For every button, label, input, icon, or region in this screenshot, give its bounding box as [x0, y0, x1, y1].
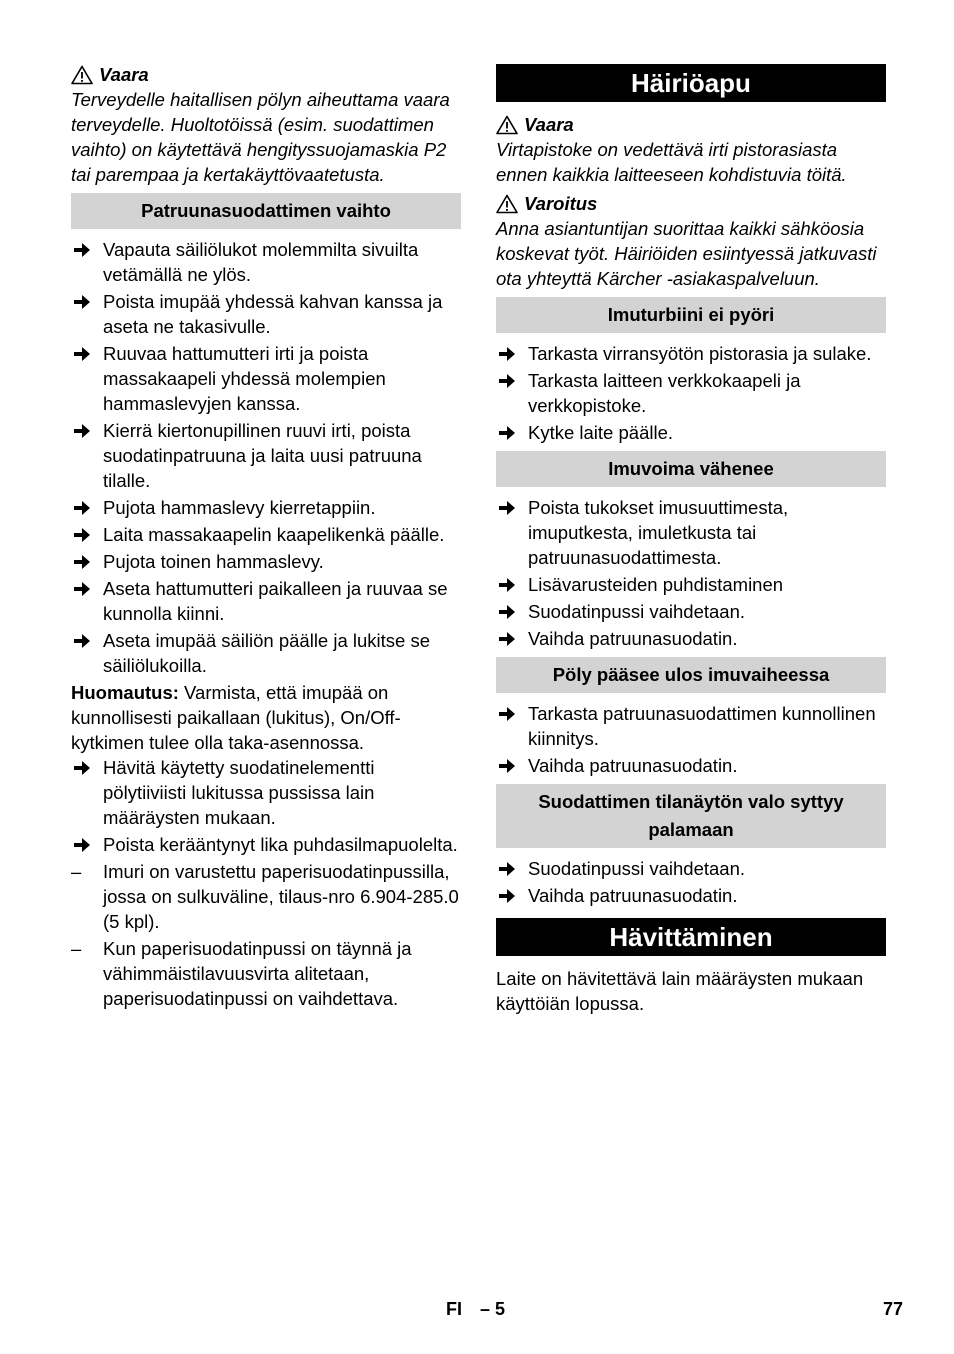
steps-list	[496, 701, 886, 778]
arrow-right-icon	[73, 346, 91, 362]
list-item: Suodatinpussi vaihdetaan.	[496, 856, 886, 881]
list-item: Vaihda patruunasuodatin.	[496, 626, 886, 651]
warning-triangle-icon	[496, 194, 518, 214]
list-item: Aseta hattumutteri paikalleen ja ruuvaa se kunnolla kiinni.	[71, 576, 461, 626]
list-item: Poista imupää yhdessä kahvan kanssa ja aseta ne takasivulle.	[71, 289, 461, 339]
section-title-dust-escapes: Pöly pääsee ulos imuvaiheessa	[496, 657, 886, 693]
section-title-cartridge-change: Patruunasuodattimen vaihto	[71, 193, 461, 229]
dash-bullet: –	[71, 938, 82, 959]
arrow-right-icon	[498, 888, 516, 904]
list-item: Aseta imupää säiliön päälle ja lukitse se säiliölukoilla.	[71, 628, 461, 678]
warning-triangle-icon	[71, 65, 93, 85]
danger-text: Virtapistoke on vedettävä irti pistorasiasta ennen kaikkia laitteeseen kohdistuvia töitä.	[496, 139, 847, 185]
footer-page-section: – 5	[480, 1299, 506, 1319]
list-item: Hävitä käytetty suodatinelementti pölytiiviisti lukitussa pussissa lain määräysten mukaan.	[71, 755, 461, 830]
page-number: 77	[883, 1299, 904, 1319]
warning-text: Terveydelle haitallisen pölyn aiheuttama vaara terveydelle. Huoltotöissä (esim. suodattimen vaihto) on käytettävä hengityssuojamaskia P2 tai parempaa ja kertakäyttövaatetusta.	[71, 89, 450, 185]
main-title-disposal: Hävittäminen	[496, 918, 886, 956]
list-item: Lisävarusteiden puhdistaminen	[496, 572, 886, 597]
arrow-right-icon	[498, 500, 516, 516]
caution-title: Varoitus	[524, 193, 598, 214]
arrow-right-icon	[73, 500, 91, 516]
arrow-right-icon	[498, 706, 516, 722]
warning-heading	[71, 62, 461, 87]
arrow-right-icon	[73, 760, 91, 776]
arrow-right-icon	[73, 423, 91, 439]
arrow-right-icon	[73, 554, 91, 570]
arrow-right-icon	[498, 346, 516, 362]
arrow-right-icon	[498, 604, 516, 620]
section-title-suction-power: Imuvoima vähenee	[496, 451, 886, 487]
danger-heading	[496, 112, 886, 137]
arrow-right-icon	[498, 861, 516, 877]
list-item: Tarkasta virransyötön pistorasia ja sulake.	[496, 341, 886, 366]
arrow-right-icon	[498, 577, 516, 593]
list-item: Pujota hammaslevy kierretappiin.	[71, 495, 461, 520]
arrow-right-icon	[73, 633, 91, 649]
steps-list	[496, 341, 886, 445]
danger-title: Vaara	[524, 114, 574, 135]
note-text: Varmista, että imupää on kunnollisesti paikallaan (lukitus), On/Off-kytkimen tulee olla taka-asennossa.	[71, 682, 401, 753]
list-item: Poista tukokset imusuuttimesta, imuputkesta, imuletkusta tai patruunasuodattimesta.	[496, 495, 886, 570]
left-column	[71, 60, 461, 1013]
list-item: Tarkasta laitteen verkkokaapeli ja verkkopistoke.	[496, 368, 886, 418]
caution-text: Anna asiantuntijan suorittaa kaikki sähköosia koskevat työt. Häiriöiden esiintyessä jatkuvasti ota yhteyttä Kärcher -asiakaspalveluun.	[496, 218, 877, 289]
arrow-right-icon	[73, 294, 91, 310]
arrow-right-icon	[498, 373, 516, 389]
arrow-right-icon	[73, 837, 91, 853]
list-item: Ruuvaa hattumutteri irti ja poista massakaapeli yhdessä molempien hammaslevyjen kanssa.	[71, 341, 461, 416]
main-title-troubleshooting: Häiriöapu	[496, 64, 886, 102]
steps-list	[496, 856, 886, 908]
list-item: Vaihda patruunasuodatin.	[496, 883, 886, 908]
steps-list	[496, 495, 886, 651]
arrow-right-icon	[73, 581, 91, 597]
list-item: Kierrä kiertonupillinen ruuvi irti, poista suodatinpatruuna ja laita uusi patruuna tilalle.	[71, 418, 461, 493]
steps-list	[71, 237, 461, 678]
list-item: Poista kerääntynyt lika puhdasilmapuolelta.	[71, 832, 461, 857]
arrow-right-icon	[498, 425, 516, 441]
list-item: – Kun paperisuodatinpussi on täynnä ja vähimmäistilavuusvirta alitetaan, paperisuodatinpussi on vaihdettava.	[71, 938, 412, 1009]
list-item: Tarkasta patruunasuodattimen kunnollinen kiinnitys.	[496, 701, 886, 751]
arrow-right-icon	[498, 758, 516, 774]
footer-language: FI	[446, 1299, 462, 1319]
list-item: Laita massakaapelin kaapelikenkä päälle.	[71, 522, 461, 547]
dash-bullet: –	[71, 861, 82, 882]
arrow-right-icon	[73, 242, 91, 258]
list-item: Pujota toinen hammaslevy.	[71, 549, 461, 574]
list-item: Suodatinpussi vaihdetaan.	[496, 599, 886, 624]
steps-list-2	[71, 755, 461, 857]
warning-triangle-icon	[496, 115, 518, 135]
disposal-text: Laite on hävitettävä lain määräysten mukaan käyttöiän lopussa.	[496, 968, 864, 1014]
section-title-filter-indicator: Suodattimen tilanäytön valo syttyy palamaan	[496, 784, 886, 848]
caution-heading	[496, 191, 886, 216]
note-paragraph	[71, 680, 461, 755]
arrow-right-icon	[73, 527, 91, 543]
section-title-turbine: Imuturbiini ei pyöri	[496, 297, 886, 333]
list-item: Vaihda patruunasuodatin.	[496, 753, 886, 778]
right-column	[496, 64, 886, 1016]
list-item: – Imuri on varustettu paperisuodatinpussilla, jossa on sulkuväline, tilaus-nro 6.904-285.0 (5 kpl).	[71, 861, 459, 932]
warning-title: Vaara	[99, 64, 149, 85]
dash-list	[71, 859, 461, 1011]
list-item: Vapauta säiliölukot molemmilta sivuilta vetämällä ne ylös.	[71, 237, 461, 287]
list-item: Kytke laite päälle.	[496, 420, 886, 445]
note-label: Huomautus:	[71, 682, 179, 703]
arrow-right-icon	[498, 631, 516, 647]
